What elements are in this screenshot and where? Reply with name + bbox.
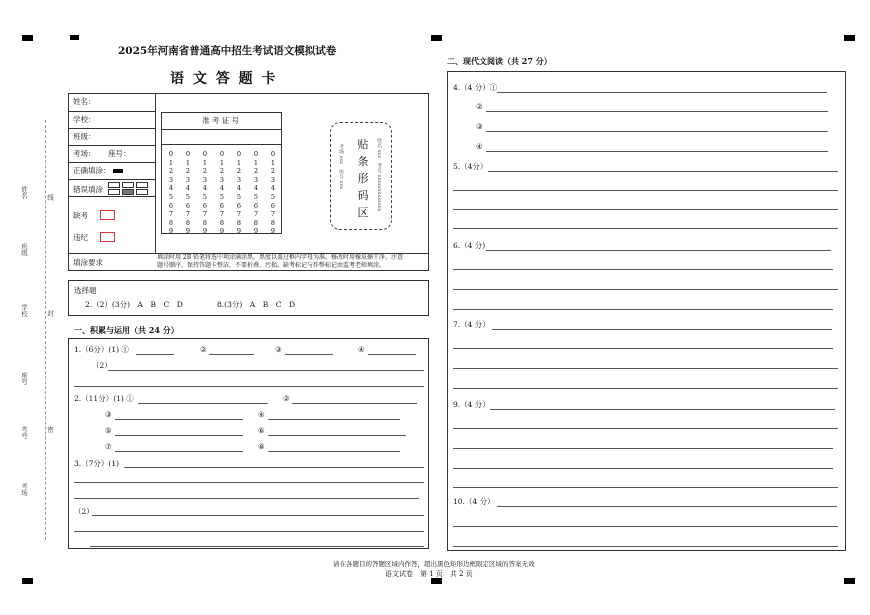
ticket-digit[interactable]: 0 <box>253 150 259 158</box>
ticket-digit[interactable]: 0 <box>202 150 208 158</box>
ticket-digit[interactable]: 2 <box>236 167 242 176</box>
card-title: 语 文 答 题 卡 <box>170 71 278 87</box>
q4-label-3: ③ <box>476 122 483 131</box>
q10-answer-line-2[interactable] <box>453 526 838 527</box>
q4-label-4: ④ <box>476 142 483 151</box>
q2-answer-line-2[interactable] <box>292 403 417 404</box>
ticket-digit[interactable]: 3 <box>253 175 259 184</box>
ticket-digit[interactable]: 7 <box>202 210 208 219</box>
section2-answer-box <box>447 71 846 551</box>
ticket-digit[interactable]: 1 <box>185 158 191 167</box>
ticket-digit[interactable]: 2 <box>168 167 174 176</box>
ticket-digit[interactable]: 5 <box>168 192 174 201</box>
ticket-digit[interactable]: 2 <box>253 167 259 176</box>
q5-label: 5.（4分） <box>453 162 488 171</box>
ticket-digit[interactable]: 2 <box>185 167 191 176</box>
ticket-digit-column <box>184 150 192 236</box>
q1-part2-line-2[interactable] <box>74 386 424 387</box>
q6-label: 6.（4 分) <box>453 241 486 250</box>
ticket-digit[interactable]: 8 <box>168 218 174 227</box>
q3-answer-line-3[interactable] <box>74 498 419 499</box>
q9-answer-line-1[interactable] <box>490 409 835 410</box>
ticket-digit[interactable]: 1 <box>236 158 242 167</box>
ticket-digit[interactable]: 6 <box>219 201 225 210</box>
ticket-digit[interactable]: 1 <box>253 158 259 167</box>
footer-note: 请在各题目的答题区域内作答，超出黑色矩形边框限定区域的答案无效 <box>333 560 535 568</box>
side-label-seat: 座号 <box>20 372 28 385</box>
fill-requirement-text-1: 填涂时用 2B 铅笔将选中项涂满涂黑，黑度以盖过框内字母为准。修改时用橡皮擦干净。注意 <box>157 254 404 261</box>
ticket-digit[interactable]: 8 <box>202 218 208 227</box>
ticket-digit[interactable]: 0 <box>270 150 276 158</box>
school-label: 学校： <box>73 115 96 124</box>
ticket-digit[interactable]: 2 <box>270 167 276 176</box>
q6-answer-line-4[interactable] <box>453 309 833 310</box>
q4-label-2: ② <box>476 102 483 111</box>
side-label-name: 姓名 <box>20 186 28 199</box>
q1-label: 1.（6分）(1) ① <box>74 345 129 354</box>
ticket-digit[interactable]: 3 <box>202 175 208 184</box>
side-label-class: 班级 <box>20 243 28 256</box>
ticket-digit[interactable]: 2 <box>219 167 225 176</box>
q9-answer-line-5[interactable] <box>453 487 838 488</box>
ticket-digit[interactable]: 7 <box>253 210 259 219</box>
seat-label: 座号： <box>108 149 131 158</box>
section1-title: 一、积累与运用（共 24 分） <box>74 325 179 335</box>
q10-answer-line-1[interactable] <box>497 506 837 507</box>
ticket-digit[interactable]: 5 <box>253 192 259 201</box>
side-label-line: 线 <box>46 194 54 201</box>
timing-mark <box>431 578 442 584</box>
ticket-digit[interactable]: 5 <box>270 192 276 201</box>
ticket-digit[interactable]: 4 <box>202 184 208 193</box>
timing-mark <box>22 578 33 584</box>
q3-part2-label: （2） <box>74 507 94 516</box>
side-label-school: 学校 <box>20 304 28 317</box>
q4-answer-line-4[interactable] <box>486 151 828 152</box>
ticket-digit[interactable]: 3 <box>185 175 191 184</box>
footer-page: 语文试卷 第 1 页 共 2 页 <box>385 570 473 578</box>
q3-part2-line-1[interactable] <box>92 515 424 516</box>
violation-checkbox[interactable] <box>100 232 115 242</box>
exam-title: 2025年河南省普通高中招生考试语文模拟试卷 <box>118 45 337 57</box>
ticket-digit[interactable]: 8 <box>253 218 259 227</box>
ticket-digit[interactable]: 5 <box>219 192 225 201</box>
q1-part2-line-1[interactable] <box>108 370 424 371</box>
q2-answer-line-5[interactable] <box>115 435 243 436</box>
q2-label-8: ⑧ <box>258 442 265 451</box>
q2-answer-line-4[interactable] <box>268 419 400 420</box>
wrong-fill-samples <box>108 182 152 194</box>
ticket-digit[interactable]: 4 <box>219 184 225 193</box>
q2-label-5: ⑤ <box>105 426 112 435</box>
ticket-digit-column <box>252 150 260 236</box>
fill-requirement-label: 填涂要求 <box>73 258 103 267</box>
ticket-digit[interactable]: 5 <box>202 192 208 201</box>
ticket-digit[interactable]: 3 <box>236 175 242 184</box>
wrong-fill-label: 错误填涂 <box>73 185 103 194</box>
q4-answer-line-1[interactable] <box>497 92 827 93</box>
q10-label: 10.（4 分） <box>453 497 495 506</box>
ticket-digit[interactable]: 3 <box>270 175 276 184</box>
q2-answer-line-3[interactable] <box>115 419 243 420</box>
ticket-digit[interactable]: 4 <box>270 184 276 193</box>
q3-label: 3.（7分）(1) <box>74 459 120 468</box>
ticket-digit[interactable]: 1 <box>270 158 276 167</box>
ticket-digit[interactable]: 3 <box>168 175 174 184</box>
ticket-digit[interactable]: 9 <box>236 227 242 236</box>
ticket-digit-column <box>201 150 209 236</box>
ticket-digit-column <box>167 150 175 236</box>
barcode-right-note: 姓名 xxx 考号 xxxxxxxxxxxxx <box>376 138 382 212</box>
ticket-digit[interactable]: 7 <box>185 210 191 219</box>
q7-answer-line-2[interactable] <box>453 348 833 349</box>
q4-label: 4.（4 分）① <box>453 83 498 92</box>
ticket-digit[interactable]: 6 <box>236 201 242 210</box>
choice-label: 选择题 <box>74 286 97 295</box>
q3-answer-line-1[interactable] <box>124 467 424 468</box>
ticket-digit[interactable]: 5 <box>236 192 242 201</box>
choice-box <box>68 280 429 316</box>
ticket-digit-column <box>235 150 243 236</box>
q5-answer-line-1[interactable] <box>488 171 838 172</box>
q2-label-4: ④ <box>258 410 265 419</box>
ticket-digit[interactable]: 6 <box>185 201 191 210</box>
q1-answer-line-1[interactable] <box>136 354 174 355</box>
q3-part2-line-2[interactable] <box>74 531 424 532</box>
ticket-digit[interactable]: 0 <box>219 150 225 158</box>
q5-answer-line-2[interactable] <box>453 190 838 191</box>
q2-answer-line-8[interactable] <box>268 451 400 452</box>
ticket-digit[interactable]: 9 <box>185 227 191 236</box>
side-label-seal: 封 <box>46 310 54 317</box>
q1-label-3: ③ <box>275 345 282 354</box>
q5-answer-line-4[interactable] <box>453 228 838 229</box>
q6-answer-line-1[interactable] <box>486 250 831 251</box>
side-label-room: 考场 <box>20 483 28 496</box>
q4-answer-line-2[interactable] <box>486 111 828 112</box>
q1-part2-label: （2） <box>92 361 112 370</box>
ticket-digit[interactable]: 1 <box>202 158 208 167</box>
ticket-digit[interactable]: 9 <box>202 227 208 236</box>
ticket-digit[interactable]: 4 <box>236 184 242 193</box>
q2-label-6: ⑥ <box>258 426 265 435</box>
ticket-digit[interactable]: 9 <box>253 227 259 236</box>
q9-answer-line-3[interactable] <box>453 448 833 449</box>
q7-answer-line-3[interactable] <box>453 368 838 369</box>
ticket-digit[interactable]: 8 <box>270 218 276 227</box>
timing-mark <box>844 35 855 41</box>
q5-answer-line-3[interactable] <box>453 209 838 210</box>
ticket-digit[interactable]: 4 <box>185 184 191 193</box>
q3-part2-line-3[interactable] <box>90 546 424 547</box>
ticket-digit[interactable]: 6 <box>202 201 208 210</box>
q1-answer-line-2[interactable] <box>209 354 254 355</box>
ticket-digit[interactable]: 1 <box>219 158 225 167</box>
q3-answer-line-2[interactable] <box>74 482 424 483</box>
side-label-exam-no: 考号 <box>20 426 28 439</box>
absent-label: 缺考 <box>73 211 88 220</box>
q10-answer-line-3[interactable] <box>453 546 838 547</box>
ticket-digit[interactable]: 6 <box>253 201 259 210</box>
ticket-digit[interactable]: 9 <box>168 227 174 236</box>
name-label: 姓名： <box>73 97 96 106</box>
q9-answer-line-4[interactable] <box>453 468 833 469</box>
room-label: 考场： <box>73 149 96 158</box>
q2-answer-line-7[interactable] <box>115 451 243 452</box>
absent-checkbox[interactable] <box>100 210 115 220</box>
timing-mark <box>431 35 442 41</box>
section2-title: 二、现代文阅读（共 27 分） <box>447 56 552 66</box>
correct-fill-label: 正确填涂： <box>73 166 111 175</box>
q2-answer-line-6[interactable] <box>268 435 406 436</box>
correct-fill-sample <box>113 169 123 173</box>
ticket-digit[interactable]: 8 <box>219 218 225 227</box>
ticket-digit[interactable]: 8 <box>236 218 242 227</box>
barcode-left-note: 考场 xxx 座号 xxx <box>338 144 344 190</box>
ticket-digit[interactable]: 6 <box>270 201 276 210</box>
q2-label-2: ② <box>283 394 290 403</box>
q6-answer-line-3[interactable] <box>453 289 838 290</box>
ticket-digit[interactable]: 0 <box>236 150 242 158</box>
q1-answer-line-4[interactable] <box>368 354 416 355</box>
ticket-digit[interactable]: 4 <box>253 184 259 193</box>
ticket-digit[interactable]: 0 <box>168 150 174 158</box>
ticket-digit[interactable]: 9 <box>219 227 225 236</box>
q7-answer-line-4[interactable] <box>453 388 838 389</box>
timing-mark <box>22 35 33 41</box>
ticket-digit-column <box>269 150 277 236</box>
ticket-digit[interactable]: 7 <box>168 210 174 219</box>
violation-label: 违纪 <box>73 233 88 242</box>
timing-mark <box>70 35 79 40</box>
ticket-digit[interactable]: 0 <box>185 150 191 158</box>
q2-label-7: ⑦ <box>105 442 112 451</box>
q9-label: 9.（4 分） <box>453 400 490 409</box>
ticket-digit[interactable]: 3 <box>219 175 225 184</box>
ticket-digit[interactable]: 7 <box>270 210 276 219</box>
side-label-secret: 密 <box>46 426 54 433</box>
ticket-digit[interactable]: 2 <box>202 167 208 176</box>
q2-label: 2.（11分）(1) ① <box>74 394 134 403</box>
barcode-chars: 贴 条 形 码 区 <box>357 138 369 219</box>
q1-label-4: ④ <box>358 345 365 354</box>
ticket-digit[interactable]: 9 <box>270 227 276 236</box>
ticket-digit[interactable]: 1 <box>168 158 174 167</box>
timing-mark <box>844 578 855 584</box>
ticket-digit[interactable]: 5 <box>185 192 191 201</box>
ticket-digit[interactable]: 7 <box>236 210 242 219</box>
ticket-digit[interactable]: 6 <box>168 201 174 210</box>
q4-answer-line-3[interactable] <box>486 131 828 132</box>
ticket-digit[interactable]: 8 <box>185 218 191 227</box>
ticket-digit[interactable]: 4 <box>168 184 174 193</box>
ticket-number-title: 准 考 证 号 <box>202 116 240 125</box>
choice-q2[interactable]: 2.（2）(3分) A B C D <box>85 300 183 309</box>
q1-answer-line-3[interactable] <box>285 354 333 355</box>
q6-answer-line-2[interactable] <box>453 269 833 270</box>
q2-label-3: ③ <box>105 410 112 419</box>
fill-requirement-text-2: 题号顺序。保持答题卡整洁，不要折叠、污损。缺考标记与作弊标记由监考老师填涂。 <box>157 262 386 269</box>
q2-answer-line-1[interactable] <box>138 403 268 404</box>
binding-line <box>45 120 46 540</box>
q7-answer-line-1[interactable] <box>492 329 832 330</box>
q9-answer-line-2[interactable] <box>453 428 838 429</box>
ticket-digit-column <box>218 150 226 236</box>
q1-label-2: ② <box>200 345 207 354</box>
ticket-digit[interactable]: 7 <box>219 210 225 219</box>
choice-q8[interactable]: 8.(3分) A B C D <box>217 300 295 309</box>
q7-label: 7.（4 分） <box>453 320 490 329</box>
class-label: 班级： <box>73 132 96 141</box>
